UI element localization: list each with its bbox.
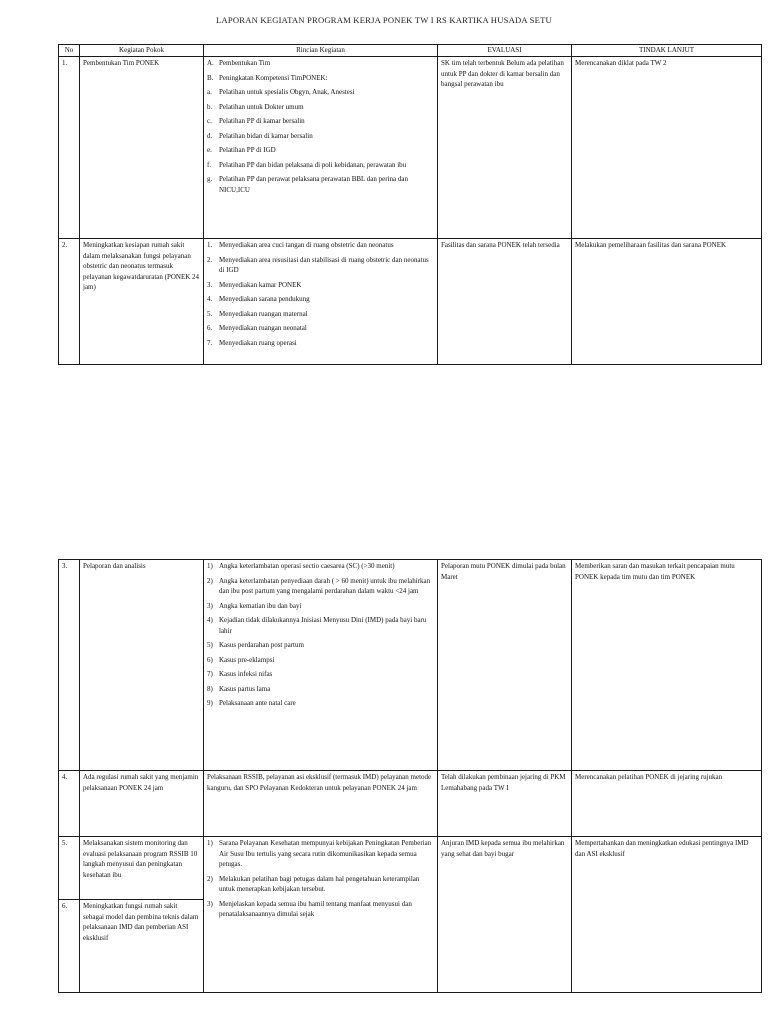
table-row [59,57,762,239]
header-evaluasi: EVALUASI [438,45,572,57]
rincian-item-text: Pelatihan bidan di kamar bersalin [219,131,313,140]
rincian-item-marker: 1) [207,839,213,847]
rincian-item [207,73,434,84]
rincian-item-text: Angka keterlambatan operasi sectio caesarea (SC) (>30 menit) [219,562,395,570]
rincian-item-marker: 8) [207,684,213,693]
evaluasi-cell: Telah dilakukan pembinaan jejaring di PKM Lemahabang pada TW I [438,771,572,837]
row-number: 3. [59,560,80,771]
rincian-item-text: Kasus partus lama [219,684,271,693]
header-rincian-kegiatan: Rincian Kegiatan [204,45,438,57]
rincian-item-marker: 4) [207,616,213,624]
rincian-item-text: Kejadian tidak dilakukannya Inisiasi Menyusu Dini (IMD) pada bayi baru lahir [219,616,427,635]
report-title: LAPORAN KEGIATAN PROGRAM KERJA PONEK TW I RS KARTIKA HUSADA SETU [216,15,552,25]
rincian-item [207,655,434,666]
kegiatan-pokok-cell: Melaksanakan sistem monitoring dan evaluasi pelaksanaan program RSSIB 10 langkah menyusui dan peningkatan kesehatan ibu [80,837,204,900]
rincian-item [207,576,434,597]
rincian-list [207,838,434,920]
row-number: 4. [59,771,80,837]
report-table-page-2 [58,559,762,993]
rincian-item-marker: f. [207,160,212,169]
rincian-list [207,240,434,348]
rincian-item [207,874,434,895]
rincian-item [207,669,434,680]
rincian-item [207,102,434,113]
kegiatan-pokok-cell: Pembentukan Tim PONEK [80,57,204,239]
rincian-item [207,323,434,334]
rincian-item-marker: 5) [207,641,213,649]
rincian-item-text: Menyediakan area resusitasi dan stabilisasi di ruang obstetric dan neonatus di IGD [219,255,429,274]
rincian-item [207,601,434,612]
rincian-item [207,684,434,695]
rincian-item-text: Kasus perdarahan post partum [219,641,304,649]
rincian-item-text: Menyediakan sarana pendukung [219,295,310,303]
row-number: 1. [59,57,80,239]
row-number: 6. [59,900,80,993]
rincian-item-text: Pelatihan untuk Dokter umum [219,102,304,111]
rincian-item-marker: 2) [207,576,213,585]
rincian-kegiatan-cell [204,560,438,771]
rincian-item-text: Sarana Pelayanan Kesehatan mempunyai kebijakan Peningkatan Pemberian Air Susu Ibu tertulis yang secara rutin dikomunikasikan kepada semua petugas. [219,839,432,868]
rincian-item-marker: 7. [207,338,213,347]
rincian-item-marker: a. [207,88,212,96]
rincian-item [207,174,434,195]
rincian-item [207,899,434,920]
rincian-item [207,145,434,156]
table-header-row [59,45,762,57]
rincian-item-text: Pembentukan Tim [219,59,271,67]
rincian-item-text: Menyediakan kamar PONEK [219,280,302,289]
rincian-item-marker: b. [207,102,213,111]
evaluasi-cell: Anjuran IMD kepada semua ibu melahirkan yang sehat dan bayi bugar [438,837,572,993]
tindak-lanjut-cell: Merencanakan pelatihan PONEK di jejaring rujukan [572,771,762,837]
rincian-item-text: Menyediakan area cuci tangan di ruang obstetric dan neonatus [219,241,394,249]
rincian-item-marker: 6. [207,324,213,332]
rincian-item-text: Menyediakan ruangan maternal [219,309,308,318]
rincian-item-marker: 9) [207,699,213,707]
rincian-item [207,838,434,870]
kegiatan-pokok-cell: Pelaporan dan analisis [80,560,204,771]
rincian-item-marker: e. [207,146,212,154]
rincian-item-marker: A. [207,59,214,67]
rincian-item [207,338,434,349]
rincian-list [207,561,434,709]
rincian-item-text: Peningkatan Kompetensi TimPONEK: [219,73,328,82]
rincian-item-text: Menjelaskan kepada semua ibu hamil tentang manfaat menyusui dan penatalaksanaannya dimulai sejak [219,899,412,918]
rincian-item-text: Pelatihan PP dan bidan pelaksana di poli kebidanan, perawatan ibu [219,160,407,169]
rincian-item-text: Kasus infeksi nifas [219,670,273,678]
rincian-item-marker: 2) [207,874,213,883]
rincian-item-text: Pelatihan PP di IGD [219,146,276,154]
rincian-item [207,255,434,276]
rincian-item-text: Menyediakan ruang operasi [219,338,297,347]
header-tindak-lanjut: TINDAK LANJUT [572,45,762,57]
rincian-kegiatan-cell: Pelaksanaan RSSIB, pelayanan asi eksklusif (termasuk IMD) pelayanan metode kanguru, dan SPO Pelayanan Kedokteran untuk pelayanan PONEK 24 jam [204,771,438,837]
rincian-item-text: Angka keterlambatan penyediaan darah ( > 60 menit) untuk ibu melahirkan dan ibu post partum yang mengalami perdarahan dalam waktu <24 jam [219,576,431,595]
kegiatan-pokok-cell: Ada regulasi rumah sakit yang menjamin pelaksanaan PONEK 24 jam [80,771,204,837]
rincian-item [207,294,434,305]
rincian-item-text: Menyediakan ruangan neonatal [219,324,307,332]
rincian-kegiatan-cell [204,57,438,239]
rincian-item [207,615,434,636]
rincian-item-text: Melakukan pelatihan bagi petugas dalam hal pengetahuan keterampilan untuk menerapkan kebijakan tersebut. [219,874,420,893]
table-row [59,771,762,837]
rincian-item-marker: 2. [207,255,213,264]
tindak-lanjut-cell: Melakukan pemeliharaan fasilitas dan sarana PONEK [572,239,762,365]
rincian-item-marker: 3. [207,280,213,289]
evaluasi-cell: Fasilitas dan sarana PONEK telah tersedia [438,239,572,365]
rincian-item [207,131,434,142]
rincian-item [207,280,434,291]
rincian-kegiatan-cell [204,837,438,993]
evaluasi-cell: Pelaporan mutu PONEK dimulai pada bulan Maret [438,560,572,771]
table-row [59,239,762,365]
rincian-item-marker: 6) [207,655,213,664]
evaluasi-cell: SK tim telah terbentuk Belum ada pelatihan untuk PP dan dokter di kamar bersalin dan bangsal perawatan ibu [438,57,572,239]
kegiatan-pokok-cell: Meningkatkan kesiapan rumah sakit dalam melaksanakan fungsi pelayanan obstetric dan neonatus termasuk pelayanan kegawatdaruratan (PONEK 24 jam) [80,239,204,365]
row-number: 2. [59,239,80,365]
rincian-item-text: Kasus pre-eklampsi [219,655,275,664]
rincian-kegiatan-cell [204,239,438,365]
rincian-item [207,240,434,251]
rincian-item-marker: 3) [207,899,213,908]
report-table-page-1 [58,44,762,365]
rincian-item-marker: 4. [207,295,213,303]
rincian-item [207,160,434,171]
rincian-item-text: Pelatihan untuk spesialis Obgyn, Anak, Anestesi [219,88,355,96]
table-row [59,560,762,771]
tindak-lanjut-cell: Mempertahankan dan meningkatkan edukasi pentingnya IMD dan ASI eksklusif [572,837,762,993]
rincian-item-marker: g. [207,175,213,183]
table-row [59,837,762,900]
rincian-item-marker: c. [207,117,212,125]
rincian-list [207,58,434,195]
rincian-item [207,116,434,127]
rincian-item-text: Pelatihan PP di kamar bersalin [219,117,305,125]
rincian-item-marker: 7) [207,670,213,678]
rincian-item-marker: 1. [207,241,213,249]
rincian-item-text: Pelatihan PP dan perawat pelaksana perawatan BBL dan perina dan NICU,ICU [219,175,408,194]
rincian-item [207,87,434,98]
kegiatan-pokok-cell: Meningkatkan fungsi rumah sakit sebagai model dan pembina teknis dalam pelaksanaan IMD dan pemberian ASI eksklusif [80,900,204,993]
row-number: 5. [59,837,80,900]
tindak-lanjut-cell: Memberikan saran dan masukan terkait pencapaian mutu PONEK kepada tim mutu dan tim PONEK [572,560,762,771]
rincian-item-text: Pelaksanaan ante natal care [219,699,296,707]
rincian-item-marker: 5. [207,309,213,318]
rincian-item [207,640,434,651]
rincian-item [207,698,434,709]
header-no: No [59,45,80,57]
rincian-item-marker: 1) [207,562,213,570]
tindak-lanjut-cell: Merencanakan diklat pada TW 2 [572,57,762,239]
rincian-item [207,58,434,69]
rincian-item [207,309,434,320]
rincian-item-marker: 3) [207,601,213,610]
rincian-item-marker: d. [207,131,213,140]
rincian-item [207,561,434,572]
rincian-item-marker: B. [207,73,214,82]
header-kegiatan-pokok: Kegiatan Pokok [80,45,204,57]
rincian-item-text: Angka kematian ibu dan bayi [219,601,302,610]
